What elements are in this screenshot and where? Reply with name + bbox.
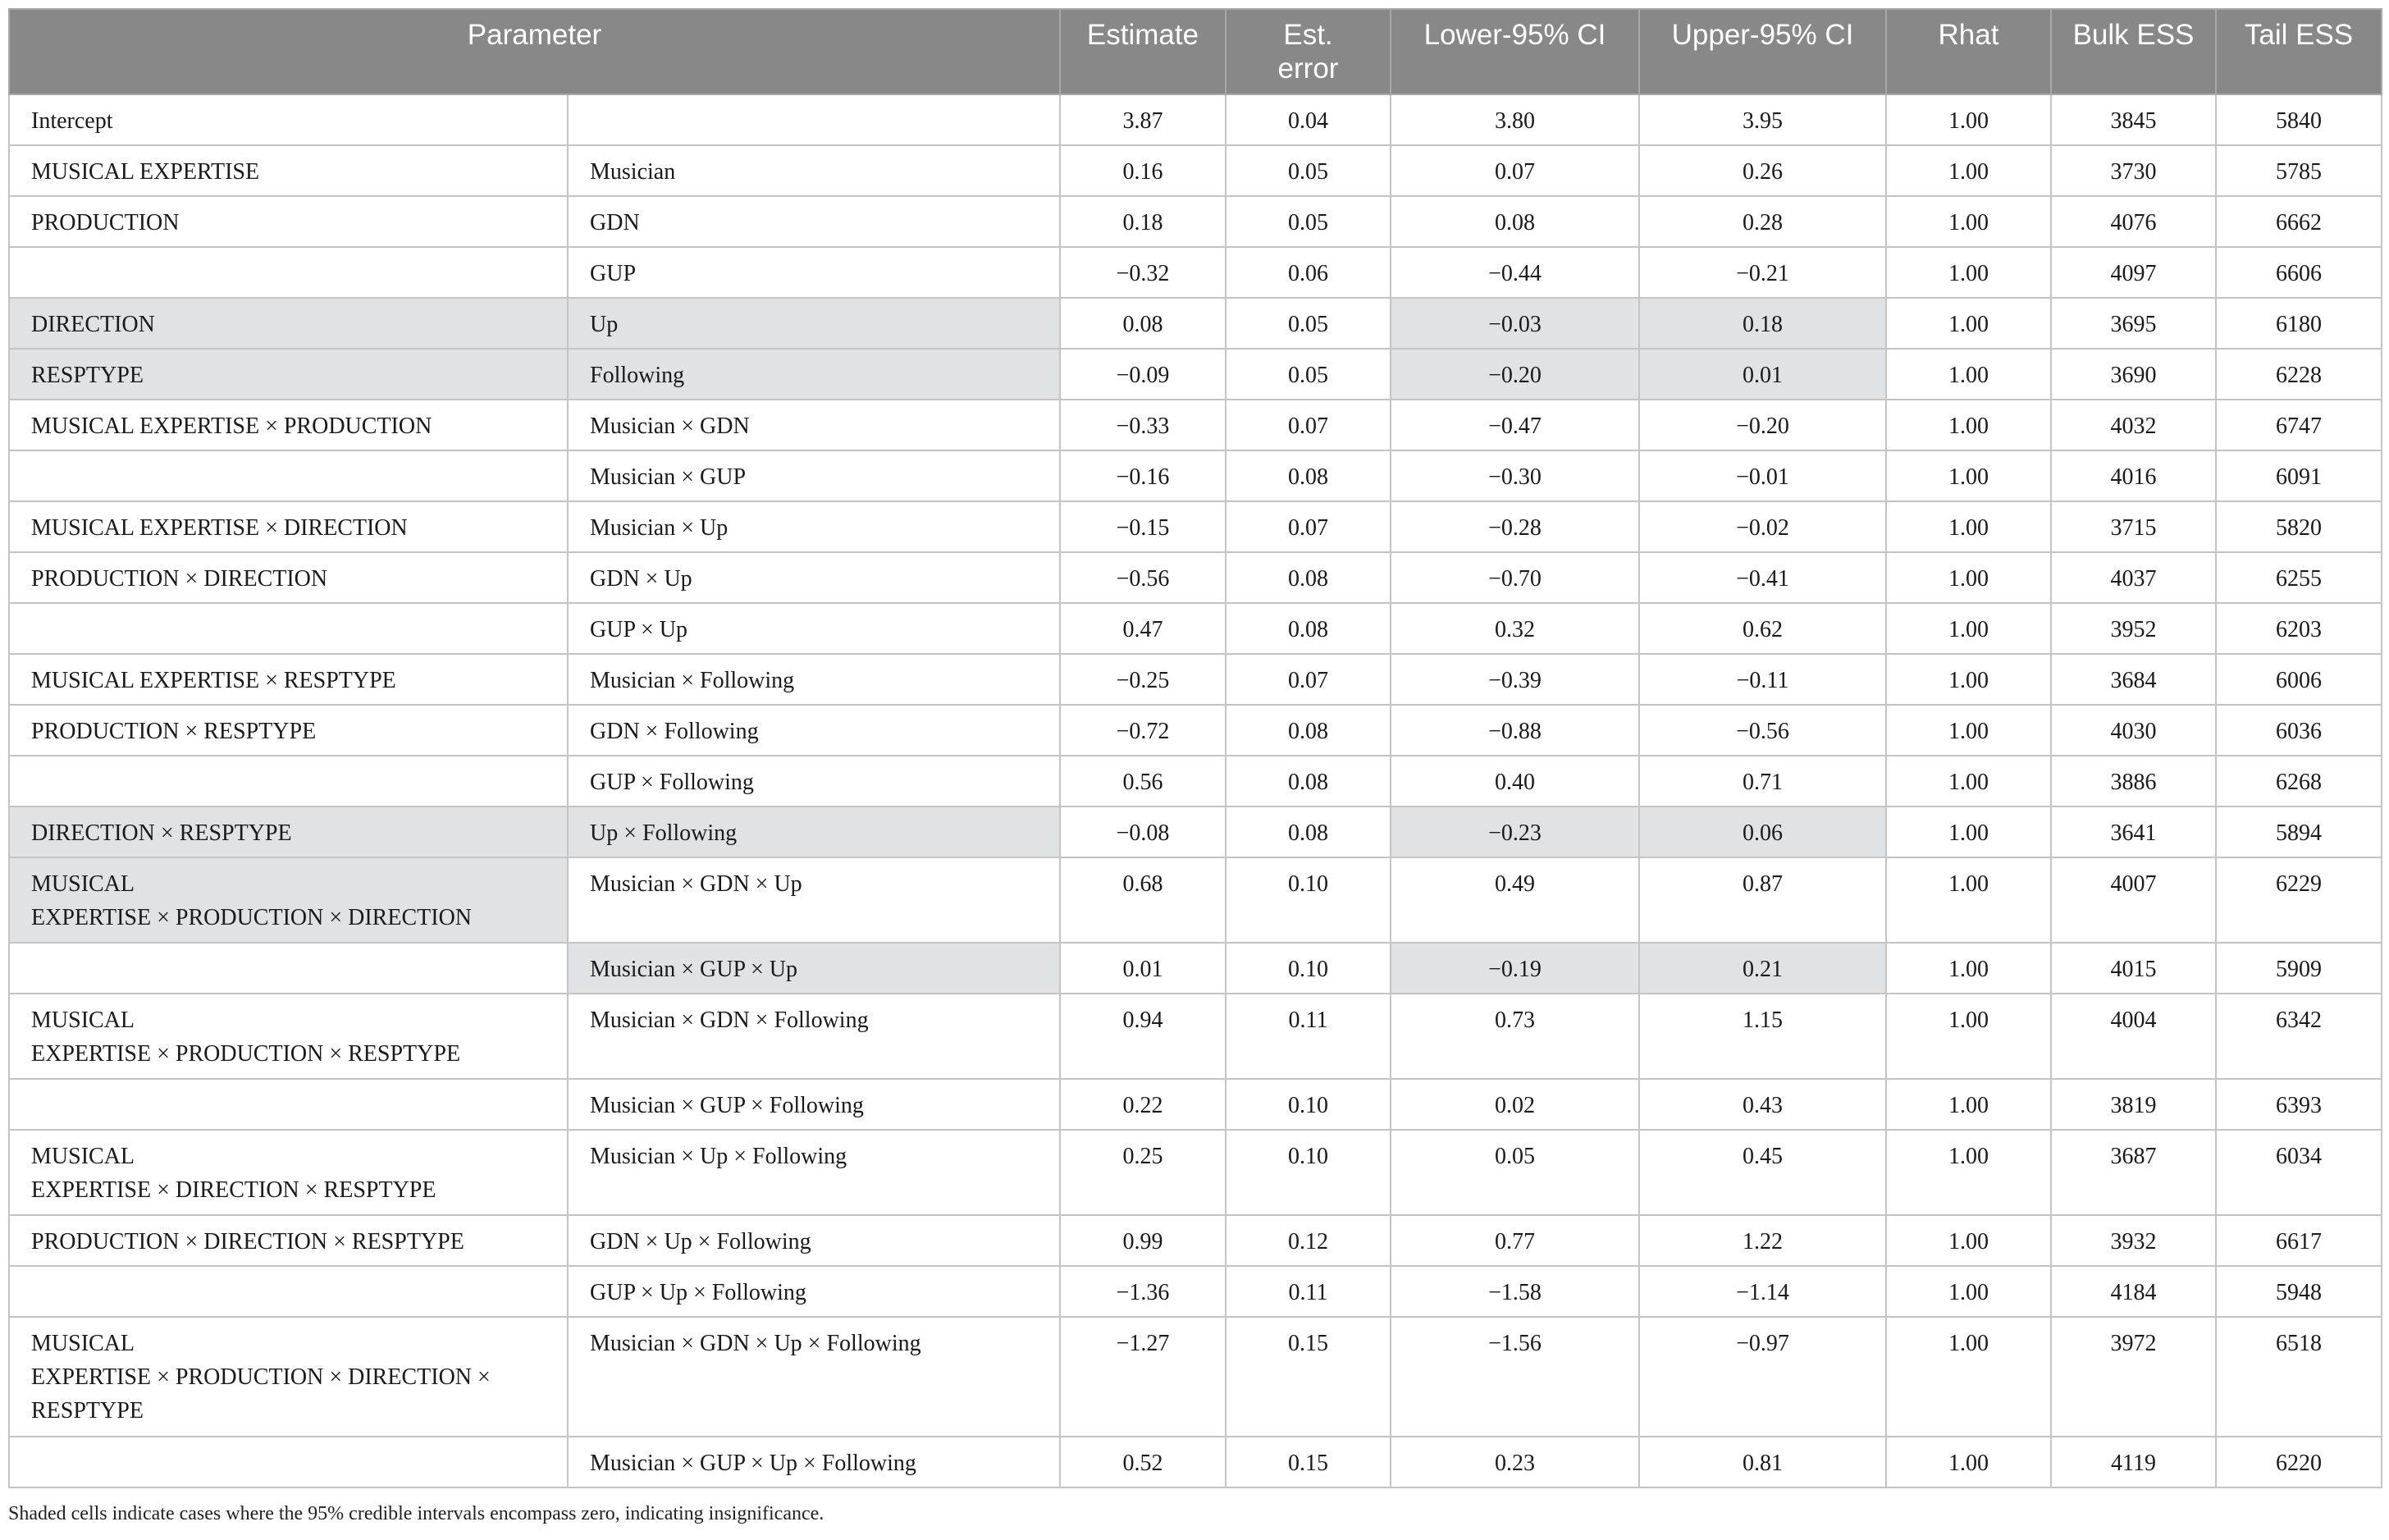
lower-ci-cell: 0.77	[1391, 1215, 1639, 1266]
table-row	[9, 196, 2382, 247]
bulk-ess-cell: 4015	[2051, 943, 2216, 994]
level-cell: GUP × Up × Following	[568, 1266, 1060, 1317]
upper-ci-cell: 0.87	[1639, 857, 1886, 943]
bulk-ess-cell: 4016	[2051, 450, 2216, 501]
est-error-cell: 0.08	[1226, 450, 1391, 501]
table-row	[9, 298, 2382, 349]
table-row	[9, 756, 2382, 807]
bulk-ess-cell: 3641	[2051, 807, 2216, 857]
est-error-cell: 0.05	[1226, 145, 1391, 196]
table-row	[9, 943, 2382, 994]
lower-ci-cell: 0.23	[1391, 1437, 1639, 1487]
bulk-ess-cell: 3715	[2051, 501, 2216, 552]
rhat-cell: 1.00	[1886, 943, 2051, 994]
rhat-cell: 1.00	[1886, 1079, 2051, 1130]
level-cell: Musician × GUP	[568, 450, 1060, 501]
parameter-cell	[9, 1130, 568, 1215]
rhat-cell: 1.00	[1886, 1215, 2051, 1266]
est-error-cell: 0.15	[1226, 1317, 1391, 1437]
rhat-cell: 1.00	[1886, 145, 2051, 196]
upper-ci-cell: −0.11	[1639, 654, 1886, 705]
bulk-ess-cell: 3687	[2051, 1130, 2216, 1215]
level-cell: GUP	[568, 247, 1060, 298]
estimate-cell: 3.87	[1060, 94, 1226, 145]
tail-ess-cell: 6034	[2216, 1130, 2382, 1215]
tail-ess-cell: 5785	[2216, 145, 2382, 196]
level-cell: GDN × Up × Following	[568, 1215, 1060, 1266]
estimate-cell: −0.16	[1060, 450, 1226, 501]
header-row	[9, 9, 2382, 94]
parameter-cell: PRODUCTION × DIRECTION	[9, 552, 568, 603]
estimate-cell: 0.01	[1060, 943, 1226, 994]
lower-ci-cell: 0.08	[1391, 196, 1639, 247]
lower-ci-cell: −0.47	[1391, 400, 1639, 450]
upper-ci-cell: 1.15	[1639, 994, 1886, 1079]
parameter-cell: MUSICAL EXPERTISE × DIRECTION	[9, 501, 568, 552]
level-cell: Musician × Following	[568, 654, 1060, 705]
bulk-ess-cell: 3952	[2051, 603, 2216, 654]
parameter-cell: Intercept	[9, 94, 568, 145]
estimate-cell: −0.08	[1060, 807, 1226, 857]
tail-ess-cell: 6255	[2216, 552, 2382, 603]
est-error-cell: 0.10	[1226, 857, 1391, 943]
level-cell: Up	[568, 298, 1060, 349]
est-error-cell: 0.07	[1226, 501, 1391, 552]
upper-ci-cell: 0.81	[1639, 1437, 1886, 1487]
parameter-cell: MUSICAL EXPERTISE	[9, 145, 568, 196]
est-error-cell: 0.06	[1226, 247, 1391, 298]
est-error-cell: 0.11	[1226, 1266, 1391, 1317]
est-error-cell: 0.08	[1226, 807, 1391, 857]
upper-ci-cell: −0.02	[1639, 501, 1886, 552]
est-error-cell: 0.05	[1226, 349, 1391, 400]
rhat-cell: 1.00	[1886, 654, 2051, 705]
rhat-cell: 1.00	[1886, 1130, 2051, 1215]
bulk-ess-cell: 4032	[2051, 400, 2216, 450]
header-est-error	[1226, 9, 1391, 94]
parameter-line: MUSICAL	[31, 1144, 135, 1169]
bulk-ess-cell: 3730	[2051, 145, 2216, 196]
bulk-ess-cell: 3886	[2051, 756, 2216, 807]
parameter-cell: DIRECTION	[9, 298, 568, 349]
table-row	[9, 94, 2382, 145]
estimate-cell: 0.68	[1060, 857, 1226, 943]
tail-ess-cell: 6220	[2216, 1437, 2382, 1487]
est-error-cell: 0.08	[1226, 705, 1391, 756]
bulk-ess-cell: 3695	[2051, 298, 2216, 349]
tail-ess-cell: 5840	[2216, 94, 2382, 145]
bulk-ess-cell: 4007	[2051, 857, 2216, 943]
tail-ess-cell: 5894	[2216, 807, 2382, 857]
parameter-cell: PRODUCTION	[9, 196, 568, 247]
parameter-cell: MUSICAL EXPERTISE × PRODUCTION	[9, 400, 568, 450]
table-row	[9, 1266, 2382, 1317]
rhat-cell: 1.00	[1886, 501, 2051, 552]
parameter-cell	[9, 857, 568, 943]
header-upper-ci: Upper-95% CI	[1639, 9, 1886, 94]
tail-ess-cell: 6228	[2216, 349, 2382, 400]
table-row	[9, 400, 2382, 450]
parameter-cell: PRODUCTION × DIRECTION × RESPTYPE	[9, 1215, 568, 1266]
est-error-cell: 0.08	[1226, 552, 1391, 603]
parameter-cell	[9, 247, 568, 298]
estimate-cell: 0.94	[1060, 994, 1226, 1079]
lower-ci-cell: 0.49	[1391, 857, 1639, 943]
level-cell	[568, 94, 1060, 145]
header-estimate: Estimate	[1060, 9, 1226, 94]
upper-ci-cell: 0.01	[1639, 349, 1886, 400]
estimate-cell: 0.99	[1060, 1215, 1226, 1266]
est-error-cell: 0.10	[1226, 1079, 1391, 1130]
lower-ci-cell: −0.44	[1391, 247, 1639, 298]
estimate-cell: 0.47	[1060, 603, 1226, 654]
est-error-cell: 0.05	[1226, 196, 1391, 247]
lower-ci-cell: 0.05	[1391, 1130, 1639, 1215]
upper-ci-cell: −0.41	[1639, 552, 1886, 603]
level-cell: Musician × GUP × Up × Following	[568, 1437, 1060, 1487]
parameter-cell: PRODUCTION × RESPTYPE	[9, 705, 568, 756]
upper-ci-cell: 0.43	[1639, 1079, 1886, 1130]
tail-ess-cell: 6747	[2216, 400, 2382, 450]
upper-ci-cell: 0.62	[1639, 603, 1886, 654]
table-row	[9, 994, 2382, 1079]
rhat-cell: 1.00	[1886, 807, 2051, 857]
bulk-ess-cell: 3684	[2051, 654, 2216, 705]
header-rhat: Rhat	[1886, 9, 2051, 94]
table-row	[9, 501, 2382, 552]
tail-ess-cell: 5909	[2216, 943, 2382, 994]
upper-ci-cell: 0.71	[1639, 756, 1886, 807]
lower-ci-cell: −0.19	[1391, 943, 1639, 994]
table-footnote: Shaded cells indicate cases where the 95% credible intervals encompass zero, indicating insignificance.	[8, 1503, 825, 1524]
level-cell: Musician × GDN × Following	[568, 994, 1060, 1079]
tail-ess-cell: 6518	[2216, 1317, 2382, 1437]
lower-ci-cell: 0.07	[1391, 145, 1639, 196]
rhat-cell: 1.00	[1886, 552, 2051, 603]
est-error-cell: 0.10	[1226, 943, 1391, 994]
est-error-cell: 0.05	[1226, 298, 1391, 349]
estimate-cell: 0.08	[1060, 298, 1226, 349]
parameter-cell	[9, 450, 568, 501]
table-row	[9, 552, 2382, 603]
level-cell: GDN	[568, 196, 1060, 247]
parameter-cell	[9, 756, 568, 807]
est-error-cell: 0.08	[1226, 603, 1391, 654]
estimate-cell: −0.25	[1060, 654, 1226, 705]
estimate-cell: 0.18	[1060, 196, 1226, 247]
level-cell: Musician × Up	[568, 501, 1060, 552]
rhat-cell: 1.00	[1886, 400, 2051, 450]
parameter-cell	[9, 994, 568, 1079]
level-cell: Musician × GUP × Up	[568, 943, 1060, 994]
estimate-cell: −0.33	[1060, 400, 1226, 450]
bulk-ess-cell: 4097	[2051, 247, 2216, 298]
bulk-ess-cell: 3819	[2051, 1079, 2216, 1130]
bulk-ess-cell: 3972	[2051, 1317, 2216, 1437]
lower-ci-cell: −0.23	[1391, 807, 1639, 857]
table-row	[9, 705, 2382, 756]
header-tail-ess: Tail ESS	[2216, 9, 2382, 94]
est-error-cell: 0.11	[1226, 994, 1391, 1079]
bulk-ess-cell: 3932	[2051, 1215, 2216, 1266]
tail-ess-cell: 6268	[2216, 756, 2382, 807]
upper-ci-cell: 0.21	[1639, 943, 1886, 994]
level-cell: GDN × Up	[568, 552, 1060, 603]
estimate-cell: −0.56	[1060, 552, 1226, 603]
estimate-cell: −0.15	[1060, 501, 1226, 552]
bulk-ess-cell: 3845	[2051, 94, 2216, 145]
rhat-cell: 1.00	[1886, 196, 2051, 247]
tail-ess-cell: 6229	[2216, 857, 2382, 943]
rhat-cell: 1.00	[1886, 1437, 2051, 1487]
upper-ci-cell: 0.45	[1639, 1130, 1886, 1215]
header-lower-ci: Lower-95% CI	[1391, 9, 1639, 94]
level-cell: GDN × Following	[568, 705, 1060, 756]
est-error-cell: 0.07	[1226, 654, 1391, 705]
estimate-cell: −1.36	[1060, 1266, 1226, 1317]
table-row	[9, 1317, 2382, 1437]
rhat-cell: 1.00	[1886, 349, 2051, 400]
tail-ess-cell: 6606	[2216, 247, 2382, 298]
level-cell: Musician	[568, 145, 1060, 196]
table-row	[9, 1437, 2382, 1487]
upper-ci-cell: −0.97	[1639, 1317, 1886, 1437]
tail-ess-cell: 6180	[2216, 298, 2382, 349]
tail-ess-cell: 6662	[2216, 196, 2382, 247]
table-row	[9, 247, 2382, 298]
lower-ci-cell: −0.28	[1391, 501, 1639, 552]
rhat-cell: 1.00	[1886, 450, 2051, 501]
bulk-ess-cell: 4184	[2051, 1266, 2216, 1317]
header-bulk-ess: Bulk ESS	[2051, 9, 2216, 94]
upper-ci-cell: −0.56	[1639, 705, 1886, 756]
estimate-cell: 0.52	[1060, 1437, 1226, 1487]
upper-ci-cell: −0.21	[1639, 247, 1886, 298]
lower-ci-cell: 0.40	[1391, 756, 1639, 807]
level-cell: Musician × GUP × Following	[568, 1079, 1060, 1130]
parameter-cell	[9, 603, 568, 654]
header-est-error-text: Est. error	[1277, 19, 1339, 85]
tail-ess-cell: 6342	[2216, 994, 2382, 1079]
level-cell: Following	[568, 349, 1060, 400]
parameter-cell: RESPTYPE	[9, 349, 568, 400]
results-table-container	[8, 8, 2381, 1525]
table-row	[9, 145, 2382, 196]
parameter-line: EXPERTISE × PRODUCTION × DIRECTION ×	[31, 1364, 491, 1390]
parameter-line: MUSICAL	[31, 1331, 135, 1356]
estimate-cell: 0.25	[1060, 1130, 1226, 1215]
est-error-cell: 0.15	[1226, 1437, 1391, 1487]
est-error-cell: 0.04	[1226, 94, 1391, 145]
estimate-cell: 0.56	[1060, 756, 1226, 807]
upper-ci-cell: 3.95	[1639, 94, 1886, 145]
lower-ci-cell: −0.70	[1391, 552, 1639, 603]
lower-ci-cell: −0.30	[1391, 450, 1639, 501]
table-row	[9, 1079, 2382, 1130]
rhat-cell: 1.00	[1886, 298, 2051, 349]
rhat-cell: 1.00	[1886, 994, 2051, 1079]
upper-ci-cell: 1.22	[1639, 1215, 1886, 1266]
estimate-cell: −1.27	[1060, 1317, 1226, 1437]
tail-ess-cell: 6036	[2216, 705, 2382, 756]
header-parameter: Parameter	[9, 9, 1060, 94]
tail-ess-cell: 6393	[2216, 1079, 2382, 1130]
lower-ci-cell: 0.02	[1391, 1079, 1639, 1130]
estimate-cell: −0.72	[1060, 705, 1226, 756]
rhat-cell: 1.00	[1886, 247, 2051, 298]
upper-ci-cell: −1.14	[1639, 1266, 1886, 1317]
bulk-ess-cell: 4076	[2051, 196, 2216, 247]
level-cell: Musician × GDN × Up × Following	[568, 1317, 1060, 1437]
bulk-ess-cell: 3690	[2051, 349, 2216, 400]
bulk-ess-cell: 4119	[2051, 1437, 2216, 1487]
upper-ci-cell: −0.01	[1639, 450, 1886, 501]
upper-ci-cell: 0.28	[1639, 196, 1886, 247]
upper-ci-cell: 0.06	[1639, 807, 1886, 857]
lower-ci-cell: −0.39	[1391, 654, 1639, 705]
table-row	[9, 603, 2382, 654]
bulk-ess-cell: 4004	[2051, 994, 2216, 1079]
lower-ci-cell: −1.56	[1391, 1317, 1639, 1437]
bulk-ess-cell: 4037	[2051, 552, 2216, 603]
lower-ci-cell: 0.32	[1391, 603, 1639, 654]
rhat-cell: 1.00	[1886, 94, 2051, 145]
est-error-cell: 0.12	[1226, 1215, 1391, 1266]
estimate-cell: −0.32	[1060, 247, 1226, 298]
results-table	[8, 8, 2382, 1488]
rhat-cell: 1.00	[1886, 603, 2051, 654]
bulk-ess-cell: 4030	[2051, 705, 2216, 756]
parameter-cell	[9, 943, 568, 994]
parameter-line: MUSICAL	[31, 871, 135, 897]
lower-ci-cell: 3.80	[1391, 94, 1639, 145]
rhat-cell: 1.00	[1886, 1317, 2051, 1437]
level-cell: GUP × Up	[568, 603, 1060, 654]
lower-ci-cell: −0.88	[1391, 705, 1639, 756]
table-row	[9, 807, 2382, 857]
est-error-cell: 0.08	[1226, 756, 1391, 807]
level-cell: Musician × Up × Following	[568, 1130, 1060, 1215]
parameter-line: EXPERTISE × PRODUCTION × DIRECTION	[31, 905, 473, 930]
tail-ess-cell: 6617	[2216, 1215, 2382, 1266]
upper-ci-cell: 0.26	[1639, 145, 1886, 196]
parameter-line: EXPERTISE × PRODUCTION × RESPTYPE	[31, 1041, 461, 1067]
tail-ess-cell: 5948	[2216, 1266, 2382, 1317]
rhat-cell: 1.00	[1886, 1266, 2051, 1317]
rhat-cell: 1.00	[1886, 756, 2051, 807]
level-cell: Musician × GDN × Up	[568, 857, 1060, 943]
parameter-cell	[9, 1266, 568, 1317]
level-cell: Up × Following	[568, 807, 1060, 857]
table-row	[9, 857, 2382, 943]
tail-ess-cell: 5820	[2216, 501, 2382, 552]
parameter-cell	[9, 1317, 568, 1437]
tail-ess-cell: 6203	[2216, 603, 2382, 654]
level-cell: Musician × GDN	[568, 400, 1060, 450]
parameter-cell: DIRECTION × RESPTYPE	[9, 807, 568, 857]
upper-ci-cell: 0.18	[1639, 298, 1886, 349]
lower-ci-cell: 0.73	[1391, 994, 1639, 1079]
est-error-cell: 0.10	[1226, 1130, 1391, 1215]
parameter-line: MUSICAL	[31, 1008, 135, 1033]
parameter-cell: MUSICAL EXPERTISE × RESPTYPE	[9, 654, 568, 705]
parameter-line: RESPTYPE	[31, 1398, 144, 1423]
table-row	[9, 450, 2382, 501]
upper-ci-cell: −0.20	[1639, 400, 1886, 450]
level-cell: GUP × Following	[568, 756, 1060, 807]
parameter-cell	[9, 1437, 568, 1487]
parameter-cell	[9, 1079, 568, 1130]
rhat-cell: 1.00	[1886, 705, 2051, 756]
table-row	[9, 654, 2382, 705]
lower-ci-cell: −0.03	[1391, 298, 1639, 349]
table-row	[9, 1215, 2382, 1266]
tail-ess-cell: 6091	[2216, 450, 2382, 501]
lower-ci-cell: −0.20	[1391, 349, 1639, 400]
estimate-cell: 0.22	[1060, 1079, 1226, 1130]
lower-ci-cell: −1.58	[1391, 1266, 1639, 1317]
table-body	[9, 94, 2382, 1487]
tail-ess-cell: 6006	[2216, 654, 2382, 705]
estimate-cell: −0.09	[1060, 349, 1226, 400]
est-error-cell: 0.07	[1226, 400, 1391, 450]
estimate-cell: 0.16	[1060, 145, 1226, 196]
parameter-line: EXPERTISE × DIRECTION × RESPTYPE	[31, 1177, 436, 1203]
rhat-cell: 1.00	[1886, 857, 2051, 943]
table-row	[9, 349, 2382, 400]
table-row	[9, 1130, 2382, 1215]
